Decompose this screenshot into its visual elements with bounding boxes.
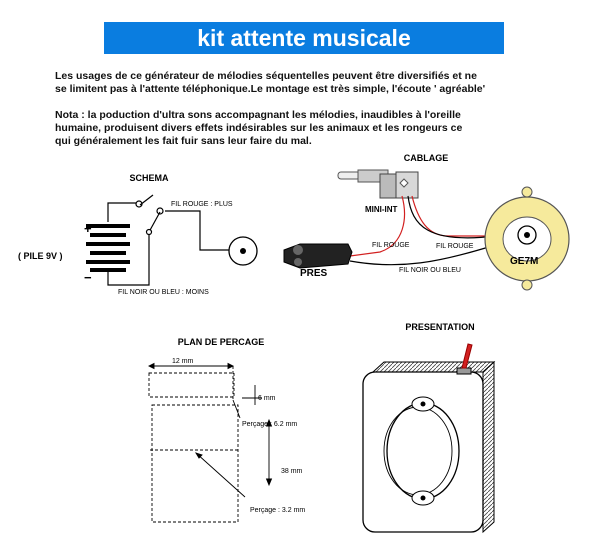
intro-line-1: Les usages de ce générateur de mélodies séquentelles peuvent être diversifiés et ne <box>55 70 477 82</box>
intro-line-2: se limitent pas à l'attente téléphonique.Le montage est très simple, l'écoute ' agréable' <box>55 83 486 95</box>
cablage-heading: CABLAGE <box>403 153 449 163</box>
cablage-section <box>284 153 569 290</box>
clip-label: PRES <box>300 268 328 279</box>
switch-label: MINI-INT <box>365 205 398 214</box>
red-wire-label-1: FIL ROUGE <box>372 242 410 249</box>
dim-hole2: Perçage : 3.2 mm <box>250 507 306 514</box>
schema-section <box>18 173 257 296</box>
red-wire-label-2: FIL ROUGE <box>436 243 474 250</box>
dim-hole1: Perçage : 6.2 mm <box>242 421 298 428</box>
plan-heading: PLAN DE PERCAGE <box>177 337 265 347</box>
black-wire-label: FIL NOIR OU BLEU <box>399 267 461 274</box>
page-title: kit attente musicale <box>197 25 411 51</box>
dim-slot: 6 mm <box>258 395 276 402</box>
schema-black-wire-label: FIL NOIR OU BLEU : MOINS <box>118 289 209 296</box>
dim-width: 12 mm <box>172 358 194 365</box>
schema-switch <box>136 195 163 235</box>
plan-drawing <box>149 366 238 522</box>
plus-sign: + <box>84 221 92 236</box>
nota-line-2: humaine, produisent divers effets indésirables sur les animaux et les rongeurs ce <box>55 122 463 134</box>
schema-buzzer <box>229 237 257 265</box>
toggle-switch <box>338 170 418 198</box>
battery-label: ( PILE 9V ) <box>18 251 63 261</box>
nota-line-3: qui généralement les fait fuir sans leur faire du mal. <box>55 135 312 147</box>
schema-battery <box>86 224 130 272</box>
cablage-buzzer <box>485 187 569 290</box>
dim-height: 38 mm <box>281 468 303 475</box>
schema-heading: SCHEMA <box>129 173 169 183</box>
nota-line-1: Nota : la poduction d'ultra sons accompagnant les mélodies, inaudibles à l'oreille <box>55 109 461 121</box>
buzzer-label: GE7M <box>510 256 539 267</box>
minus-sign: − <box>84 270 92 285</box>
plan-dimensions <box>149 364 272 498</box>
plan-section <box>149 337 305 522</box>
presentation-heading: PRESENTATION <box>405 322 475 332</box>
presentation-section <box>363 322 494 532</box>
schema-red-wire-label: FIL ROUGE : PLUS <box>171 201 233 208</box>
battery-clip <box>284 244 352 268</box>
